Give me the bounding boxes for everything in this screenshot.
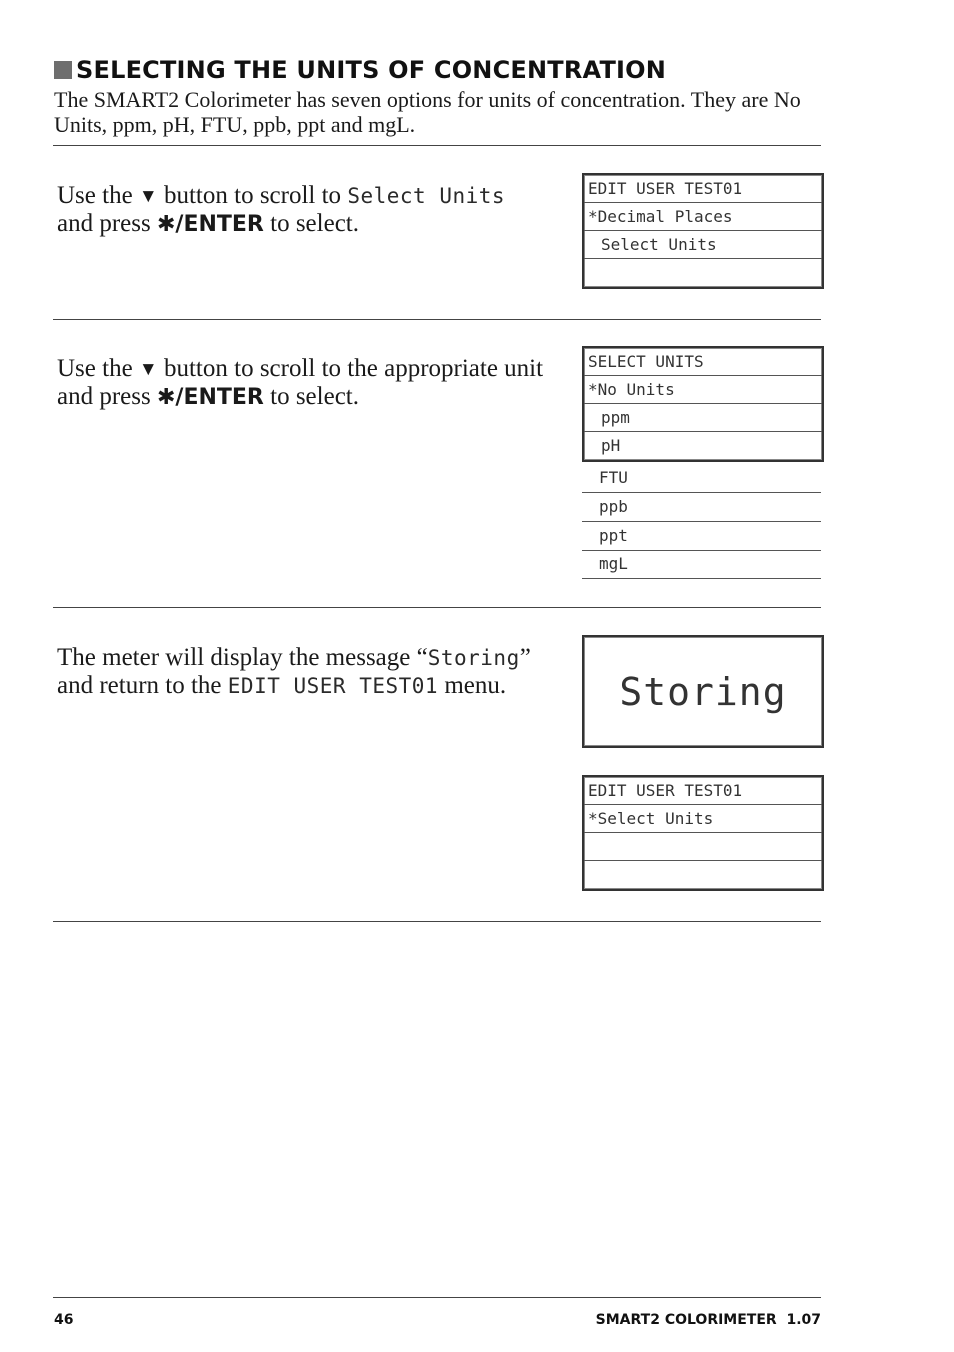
step-1-instructions (57, 182, 582, 238)
lcd-display-storing (582, 635, 824, 748)
divider (53, 319, 821, 320)
page-number: 46 (54, 1312, 74, 1328)
unit-option-row: FTU (582, 464, 821, 493)
section-title: SELECTING THE UNITS OF CONCENTRATION (76, 56, 667, 84)
footer-title: SMART2 COLORIMETER 1.07 (595, 1312, 821, 1328)
lcd-display-select-units (582, 346, 824, 462)
lcd-row: *No Units (584, 376, 822, 404)
lcd-row: SELECT UNITS (584, 348, 822, 376)
footer-divider (53, 1297, 821, 1298)
step-2-instructions (57, 355, 587, 411)
lcd-display-edit-user-result (582, 775, 824, 891)
lcd-row (584, 833, 822, 861)
lcd-row: *Select Units (584, 805, 822, 833)
divider (53, 921, 821, 922)
lcd-row: Select Units (584, 231, 822, 259)
unit-option-row: mgL (582, 550, 821, 579)
step-3-instructions (57, 644, 582, 700)
menu-name-text: EDIT USER TEST01 (227, 674, 439, 698)
enter-key-label: ✱/ENTER (156, 212, 264, 237)
lcd-row: ppm (584, 404, 822, 432)
storing-message-text: Storing (427, 646, 520, 670)
divider (53, 607, 821, 608)
lcd-row: EDIT USER TEST01 (584, 777, 822, 805)
step-2-line-2: and press ✱/ENTER to select. (57, 383, 359, 410)
intro-paragraph: The SMART2 Colorimeter has seven options for units of concentration. They are No Units, ppm, pH, FTU, ppb, ppt and mgL. (54, 87, 801, 137)
down-arrow-icon: ▼ (138, 186, 158, 207)
unit-option-row: ppb (582, 493, 821, 522)
step-1-line-1: Use the ▼ button to scroll to Select Units (57, 182, 506, 209)
step-1-line-2: and press ✱/ENTER to select. (57, 210, 359, 237)
menu-option-text: Select Units (347, 184, 506, 208)
step-2-line-1: Use the ▼ button to scroll to the appropriate unit (57, 355, 544, 382)
section-heading (54, 56, 824, 84)
step-3-line-1: The meter will display the message “Storing” (57, 644, 531, 671)
lcd-row: pH (601, 436, 621, 455)
lcd-display-edit-user (582, 173, 824, 289)
step-3-line-2: and return to the EDIT USER TEST01 menu. (57, 672, 507, 699)
lcd-row: EDIT USER TEST01 (584, 175, 822, 203)
lcd-row (584, 861, 822, 889)
divider (53, 145, 821, 146)
unit-option-row: ppt (582, 522, 821, 551)
lcd-row: *Decimal Places (584, 203, 822, 231)
storing-message: Storing (619, 669, 787, 714)
enter-key-label: ✱/ENTER (156, 385, 264, 410)
square-bullet-icon (54, 61, 72, 79)
lcd-row (584, 259, 822, 287)
down-arrow-icon: ▼ (138, 359, 158, 380)
